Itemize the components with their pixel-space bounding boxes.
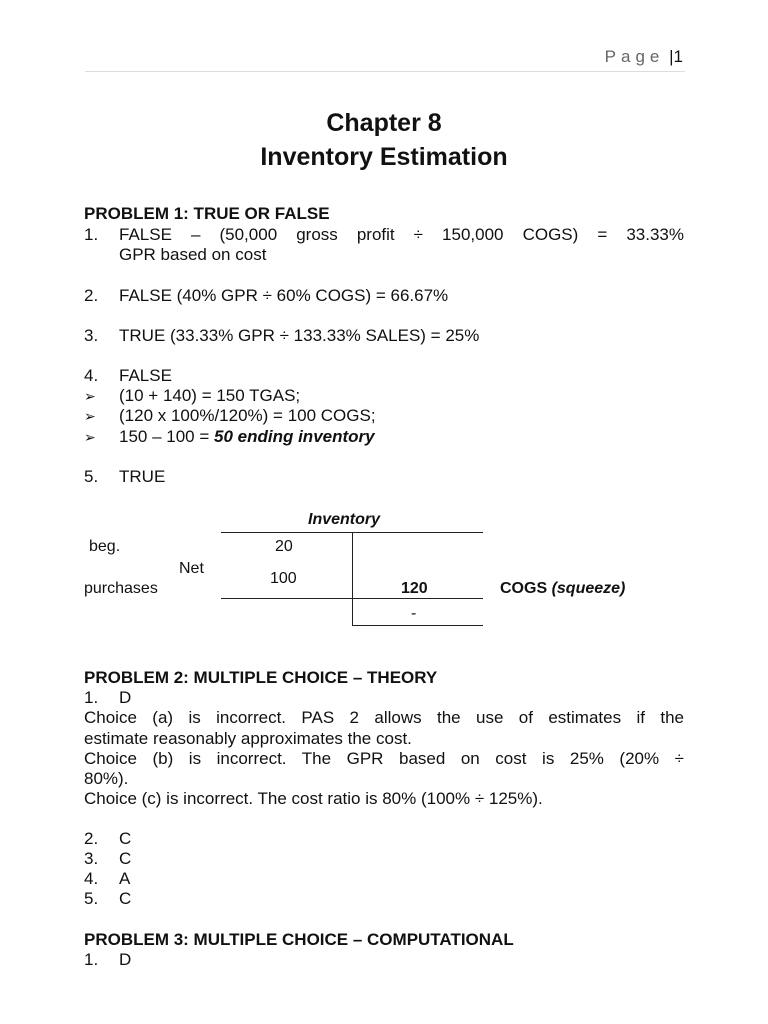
p1-bullet-1 (84, 386, 300, 406)
p2-answer-4 (84, 869, 130, 889)
p1-item-4-text: FALSE (119, 366, 172, 385)
p1-item-1 (84, 225, 684, 245)
p1-bullet-3-emphasis: 50 ending inventory (214, 427, 375, 446)
arrow-bullet-icon: ➢ (84, 388, 96, 404)
p2-answer-1-text: D (119, 688, 132, 707)
p1-item-4 (84, 366, 172, 386)
p3-answer-1-text: D (119, 950, 132, 969)
t-account-beg-value: 20 (275, 538, 293, 555)
p2-answer-5-text: C (119, 889, 132, 908)
arrow-bullet-icon: ➢ (84, 408, 96, 424)
p2-choice-a-line-1: Choice (a) is incorrect. PAS 2 allows the use of estimates if the (84, 708, 684, 727)
page-label: Page (604, 47, 665, 66)
t-account-beg-label: beg. (89, 538, 121, 555)
p1-bullet-3 (84, 427, 375, 447)
p2-answer-3-text: C (119, 849, 132, 868)
t-account-credit-value: 120 (401, 580, 428, 597)
p3-answer-1 (84, 950, 131, 970)
t-account-total-rule (221, 598, 483, 599)
page-number: 1 (673, 47, 683, 66)
p2-choice-c: Choice (c) is incorrect. The cost ratio is 80% (100% ÷ 125%). (84, 789, 543, 808)
p1-bullet-3-prefix: 150 – 100 = (119, 427, 215, 446)
p2-answer-4-text: A (119, 869, 131, 888)
p1-bullet-2 (84, 406, 376, 426)
t-account-credit-caption (500, 580, 625, 598)
t-account-divider (352, 532, 353, 626)
page-separator: | (669, 47, 674, 66)
t-account-net-label: Net (179, 560, 204, 577)
p1-item-2 (84, 286, 448, 306)
header-rule (85, 71, 685, 72)
t-account-purchases-label: purchases (84, 580, 158, 597)
p2-choice-b-line-2: 80%). (84, 769, 129, 788)
p2-answer-3-number: 3. (84, 849, 99, 868)
p2-choice-b-line-1: Choice (b) is incorrect. The GPR based on cost is 25% (20% ÷ (84, 749, 684, 768)
p2-choice-a-line-2: estimate reasonably approximates the cost. (84, 729, 412, 748)
p2-answer-3 (84, 849, 131, 869)
p1-bullet-2-text: (120 x 100%/120%) = 100 COGS; (119, 406, 376, 425)
p2-answer-1-number: 1. (84, 688, 99, 707)
p2-answer-2-text: C (119, 829, 132, 848)
p1-item-2-number: 2. (84, 286, 99, 305)
p3-answer-1-number: 1. (84, 950, 99, 969)
t-account-title: Inventory (308, 511, 381, 528)
p1-item-5-number: 5. (84, 467, 99, 486)
p1-item-1-number: 1. (84, 225, 99, 244)
problem-1-heading: PROBLEM 1: TRUE OR FALSE (84, 204, 330, 223)
p1-item-3-number: 3. (84, 326, 99, 345)
p1-bullet-1-text: (10 + 140) = 150 TGAS; (119, 386, 301, 405)
chapter-title: Chapter 8 (326, 109, 442, 137)
p2-answer-2 (84, 829, 131, 849)
p2-answer-2-number: 2. (84, 829, 99, 848)
p1-item-5 (84, 467, 165, 487)
problem-2-heading: PROBLEM 2: MULTIPLE CHOICE – THEORY (84, 668, 438, 687)
p1-item-3-text: TRUE (33.33% GPR ÷ 133.33% SALES) = 25% (119, 326, 480, 345)
p2-answer-1 (84, 688, 131, 708)
p1-item-4-number: 4. (84, 366, 99, 385)
p2-answer-5 (84, 889, 131, 909)
t-account-balance-rule (352, 625, 483, 626)
chapter-subject: Inventory Estimation (260, 143, 508, 171)
problem-3-heading: PROBLEM 3: MULTIPLE CHOICE – COMPUTATIONAL (84, 930, 514, 949)
p2-answer-5-number: 5. (84, 889, 99, 908)
t-account-balance: - (411, 605, 417, 622)
p2-answer-4-number: 4. (84, 869, 99, 888)
p1-item-3 (84, 326, 479, 346)
p1-item-1-text: FALSE – (50,000 gross profit ÷ 150,000 COGS) = 33.33% (119, 225, 684, 244)
p1-item-5-text: TRUE (119, 467, 166, 486)
p1-item-2-text: FALSE (40% GPR ÷ 60% COGS) = 66.67% (119, 286, 449, 305)
t-account-credit-note: (squeeze) (551, 580, 626, 597)
p1-item-1-continuation: GPR based on cost (119, 245, 267, 264)
t-account-purchases-value: 100 (270, 570, 297, 587)
t-account-credit-label: COGS (500, 580, 548, 597)
page-header (605, 47, 683, 67)
arrow-bullet-icon: ➢ (84, 429, 96, 445)
